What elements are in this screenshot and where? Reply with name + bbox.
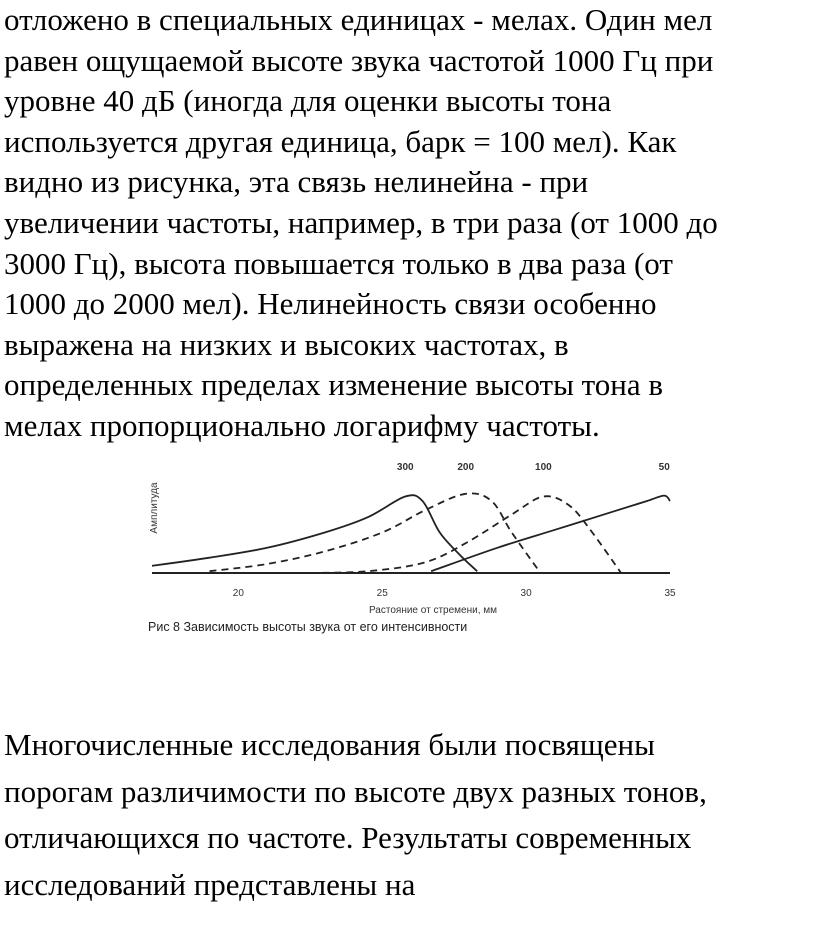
text-line: используется другая единица, барк = 100 мел). Как: [4, 123, 677, 159]
text-line: порогам различимости по высоте двух разных тонов,: [4, 773, 707, 809]
peak-label: 200: [457, 462, 475, 473]
series-layer: [152, 493, 670, 573]
x-axis-label: Растояние от стремени, мм: [368, 605, 498, 616]
text-line: уровне 40 дБ (иногда для оценки высоты тона: [4, 83, 612, 119]
peak-label: 100: [535, 462, 552, 473]
text-line: 1000 до 2000 мел). Нелинейность связи особенно: [4, 286, 657, 322]
text-line: увеличении частоты, например, в три раза (от 1000 до: [4, 204, 718, 240]
text-line: исследований представлены на: [4, 866, 416, 902]
series-line-300: [152, 495, 477, 571]
text-line: определенных пределах изменение высоты тона в: [4, 367, 664, 403]
peak-label: 50: [658, 462, 670, 473]
text-line: мелах пропорционально логарифму частоты.: [4, 407, 600, 443]
y-axis-label: Амплитуда: [149, 482, 160, 534]
peak-label: 300: [396, 462, 414, 473]
x-tick-label: 30: [520, 588, 532, 599]
paragraph-bottom: [4, 722, 812, 908]
paragraph-top: [4, 0, 812, 447]
x-tick-label: 35: [664, 588, 676, 599]
figure: [140, 455, 680, 640]
series-line-50: [431, 496, 670, 572]
text-line: равен ощущаемой высоте звука частотой 1000 Гц при: [4, 42, 714, 78]
text-line: отложено в специальных единицах - мелах. Один мел: [4, 2, 713, 37]
text-line: видно из рисунка, эта связь нелинейна - при: [4, 164, 589, 200]
text-line: Многочисленные исследования были посвящены: [4, 727, 655, 762]
x-tick-label: 25: [376, 588, 388, 599]
x-tick-label: 20: [232, 588, 244, 599]
figure-caption: Рис 8 Зависимость высоты звука от его интенсивности: [148, 620, 468, 634]
series-line-200: [210, 493, 541, 573]
text-line: отличающихся по частоте. Результаты современных: [4, 820, 692, 855]
text-line: 3000 Гц), высота повышается только в два раза (от: [4, 245, 673, 281]
text-line: выражена на низких и высоких частотах, в: [4, 326, 569, 362]
amplitude-chart: [140, 455, 680, 640]
